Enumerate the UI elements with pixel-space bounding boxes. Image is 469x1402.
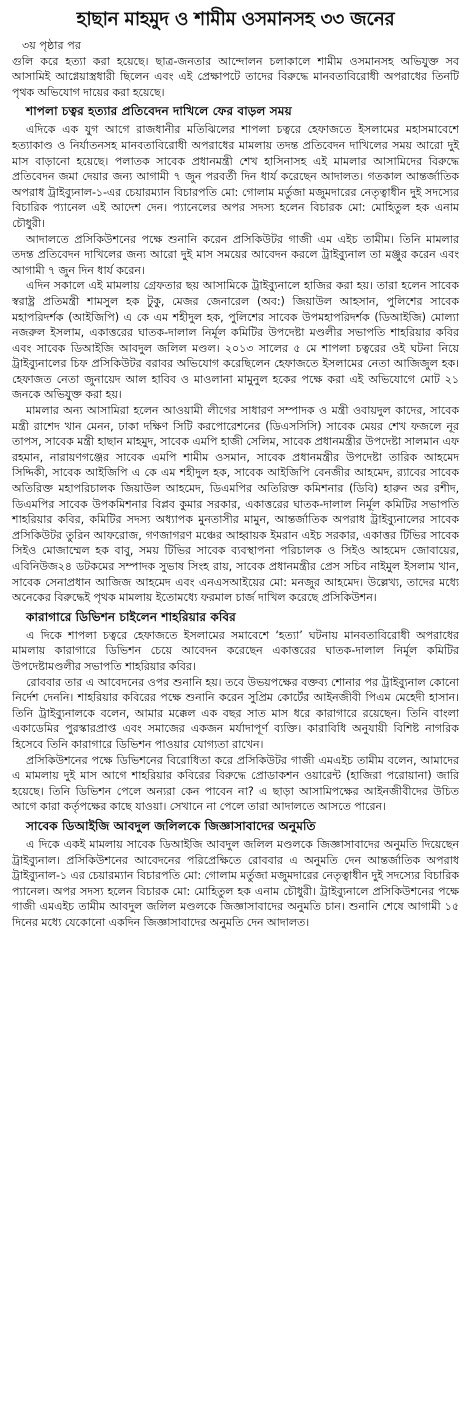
paragraph: এ দিকে শাপলা চত্বরে হেফাজতে ইসলামের সমাবেশে ‘হত্যা’ ঘটনায় মানবতাবিরোধী অপরাধের মামলায় কারাগারে ডিভিশন চেয়ে আবেদন করেছেন একাত্তরের ঘাতক-দালাল নির্মূল কমিটির উপদেষ্টামণ্ডলীর সভাপতি শাহরিয়ার কবির। (12, 628, 459, 673)
paragraph: মামলার অন্য আসামিরা হলেন আওয়ামী লীগের সাধারণ সম্পাদক ও মন্ত্রী ওবায়দুল কাদের, সাবেক মন্ত্রী রাশেদ খান মেনন, ঢাকা দক্ষিণ সিটি করপোরেশনের (ডিএসসিসি) সাবেক মেয়র শেখ ফজলে নূর তাপস, সাবেক মন্ত্রী হাছান মাহমুদ, সাবেক এমপি হাজী সেলিম, সাবেক প্রধানমন্ত্রীর উপদেষ্টা সালমান এফ রহমান, নারায়ণগঞ্জের সাবেক এমপি শামীম ওসমান, সাবেক প্রধানমন্ত্রীর উপদেষ্টা তারিক আহমেদ সিদ্দিকী, সাবেক আইজিপি এ কে এম শহীদুল হক, সাবেক আইজিপি বেনজীর আহমেদ, র‌্যাবের সাবেক অতিরিক্ত মহাপরিচালক জিয়াউল আহমেদ, ডিএমপির অতিরিক্ত কমিশনার (ডিবি) হারুন অর রশীদ, ডিএমপির সাবেক উপকমিশনার বিপ্লব কুমার সরকার, একাত্তরের ঘাতক-দালাল নির্মূল কমিটির সভাপতি শাহরিয়ার কবির, কমিটির সদস্য অধ্যাপক মুনতাসীর মামুন, আন্তর্জাতিক অপরাধ ট্রাইব্যুনালের সাবেক প্রসিকিউটর তুরিন আফরোজ, গণজাগরণ মঞ্চের আহ্বায়ক ইমরান এইচ সরকার, একাত্তর টিভির সাবেক সিইও মোজাম্মেল হক বাবু, সময় টিভির সাবেক ব্যবস্থাপনা পরিচালক ও সিইও আহমেদ জোবায়ের, এবিনিউজ২৪ ডটকমের সম্পাদক সুভাষ সিংহ রায়, সাবেক প্রধানমন্ত্রীর প্রেস সচিব নাইমুল ইসলাম খান, সাবেক সেনাপ্রধান আজিজ আহমেদ এবং এনএসআইয়ের মো: মনজুর আহমেদ। উল্লেখ্য, তাদের মধ্যে অনেকের বিরুদ্ধেই পৃথক মামলায় ইতোমধ্যে ফরমাল চার্জ দাখিল করেছে প্রসিকিউশন। (12, 404, 459, 605)
headline: হাছান মাহমুদ ও শামীম ওসমানসহ ৩৩ জনের (76, 9, 395, 30)
paragraph: রোববার তার এ আবেদনের ওপর শুনানি হয়। তবে উভয়পক্ষের বক্তব্য শোনার পর ট্রাইব্যুনাল কোনো নির্দেশ দেননি। শাহরিয়ার কবিরের পক্ষে শুনানি করেন সুপ্রিম কোর্টের আইনজীবী পিএম মেহেদী হাসান। তিনি ট্রাইব্যুনালকে বলেন, আমার মক্কেল এক বছর সাত মাস ধরে কারাগারে রয়েছেন। তিনি বাংলা একাডেমির পুরস্কারপ্রাপ্ত এবং সমাজের একজন মর্যাদাপূর্ণ ব্যক্তি। কারাবিধি অনুযায়ী বিশিষ্ট নাগরিক হিসেবে তিনি কারাগারে ডিভিশন পাওয়ার যোগ্যতা রাখেন। (12, 675, 459, 751)
article-body (12, 54, 459, 931)
paragraph: এ দিকে একই মামলায় সাবেক ডিআইজি আবদুল জলিল মণ্ডলকে জিজ্ঞাসাবাদের অনুমতি দিয়েছেন ট্রাইব্যুনাল। প্রসিকিউশনের আবেদনের পরিপ্রেক্ষিতে রোববার এ অনুমতি দেন আন্তর্জাতিক অপরাধ ট্রাইব্যুনাল-১ এর চেয়ারম্যান বিচারপতি মো: গোলাম মর্তুজা মজুমদারের নেতৃত্বাধীন দুই সদস্যের বিচারিক প্যানেল। অপর সদস্য হলেন বিচারক মো: মোহিতুল হক এনাম চৌধুরী। ট্রাইব্যুনালে প্রসিকিউশনের পক্ষে গাজী এমএইচ তামীম আবদুল জলিল মণ্ডলকে জিজ্ঞাসাবাদের অনুমতি চান। শুনানি শেষে আগামী ১৫ দিনের মধ্যে যেকোনো একদিন জিজ্ঞাসাবাদের অনুমতি দেন আদালত। (12, 837, 459, 929)
subheading: কারাগারে ডিভিশন চাইলেন শাহরিয়ার কবির (26, 609, 236, 624)
subheading: শাপলা চত্বর হত্যার প্রতিবেদন দাখিলে ফের বাড়ল সময় (26, 104, 292, 119)
paragraph: এদিকে এক যুগ আগে রাজধানীর মতিঝিলের শাপলা চত্বরে হেফাজতে ইসলামের মহাসমাবেশে হত্যাকাণ্ড ও নির্যাতনসহ মানবতাবিরোধী অপরাধের মামলায় তদন্ত প্রতিবেদন দাখিলের সময় আরো দুই মাস বাড়ানো হয়েছে। পলাতক সাবেক প্রধানমন্ত্রী শেখ হাসিনাসহ এই মামলার আসামিদের বিরুদ্ধে প্রতিবেদন জমা দেয়ার জন্য আগামী ৭ জুন পরবর্তী দিন ধার্য করেছেন আদালত। গতকাল আন্তর্জাতিক অপরাধ ট্রাইব্যুনাল-১-এর চেয়ারম্যান বিচারপতি মো: গোলাম মর্তুজা মজুমদারের নেতৃত্বাধীন দুই সদস্যের বিচারিক প্যানেল এই আদেশ দেন। প্যানেলের অপর সদস্য হলেন বিচারক মো: মোহিতুল হক এনাম চৌধুরী। (12, 123, 459, 230)
subheading: সাবেক ডিআইজি আবদুল জলিলকে জিজ্ঞাসাবাদের অনুমতি (26, 818, 316, 833)
paragraph: প্রসিকিউশনের পক্ষে ডিভিশনের বিরোধিতা করে প্রসিকিউটর গাজী এমএইচ তামীম বলেন, আমাদের এ মামলায় দুই মাস আগে শাহরিয়ার কবিরের বিরুদ্ধে প্রোডাকশন ওয়ারেন্ট (হাজিরা পরোয়ানা) জারি হয়েছে। তিনি ডিভিশন পেলে অন্যরা কেন পাবেন না? এ ছাড়া আসামিপক্ষের আইনজীবীদের উচিত আগে কারা কর্তৃপক্ষের কাছে যাওয়া। সেখানে না পেলে তারা আদালতে আসতে পারেন। (12, 753, 459, 814)
paragraph: গুলি করে হত্যা করা হয়েছে। ছাত্র-জনতার আন্দোলন চলাকালে শামীম ওসমানসহ অভিযুক্ত সব আসামিই আগ্নেয়াস্ত্রধারী ছিলেন এবং এই প্রেক্ষাপটে তাদের বিরুদ্ধে মানবতাবিরোধী অপরাধের তিনটি পৃথক অভিযোগ দায়ের করা হয়েছে। (12, 54, 459, 99)
paragraph: এদিন সকালে এই মামলায় গ্রেফতার ছয় আসামিকে ট্রাইব্যুনালে হাজির করা হয়। তারা হলেন সাবেক স্বরাষ্ট্র প্রতিমন্ত্রী শামসুল হক টুকু, মেজর জেনারেল (অব:) জিয়াউল আহসান, পুলিশের সাবেক মহাপরিদর্শক (আইজিপি) এ কে এম শহীদুল হক, পুলিশের সাবেক উপমহাপরিদর্শক (ডিআইজি) মোল্যা নজরুল ইসলাম, একাত্তরের ঘাতক-দালাল নির্মূল কমিটির উপদেষ্টা মণ্ডলীর সভাপতি শাহরিয়ার কবির এবং সাবেক ডিআইজি আবদুল জলিল মণ্ডল। ২০১৩ সালের ৫ মে শাপলা চত্বরের ওই ঘটনা নিয়ে ট্রাইব্যুনালের চিফ প্রসিকিউটর বরাবর অভিযোগ করেছিলেন হেফাজতে ইসলামের নেতা আজিজুল হক। হেফাজত নেতা জুনায়েদ আল হাবিব ও মাওলানা মামুনুল হকের পক্ষে করা এই অভিযোগে মোট ২১ জনকে অভিযুক্ত করা হয়। (12, 279, 459, 402)
continued-from: ৩য় পৃষ্ঠার পর (22, 39, 82, 52)
paragraph: আদালতে প্রসিকিউশনের পক্ষে শুনানি করেন প্রসিকিউটর গাজী এম এইচ তামীম। তিনি মামলার তদন্ত প্রতিবেদন দাখিলের জন্য আরো দুই মাস সময়ের আবেদন করলে ট্রাইব্যুনাল তা মঞ্জুর করেন এবং আগামী ৭ জুন দিন ধার্য করেন। (12, 232, 459, 277)
